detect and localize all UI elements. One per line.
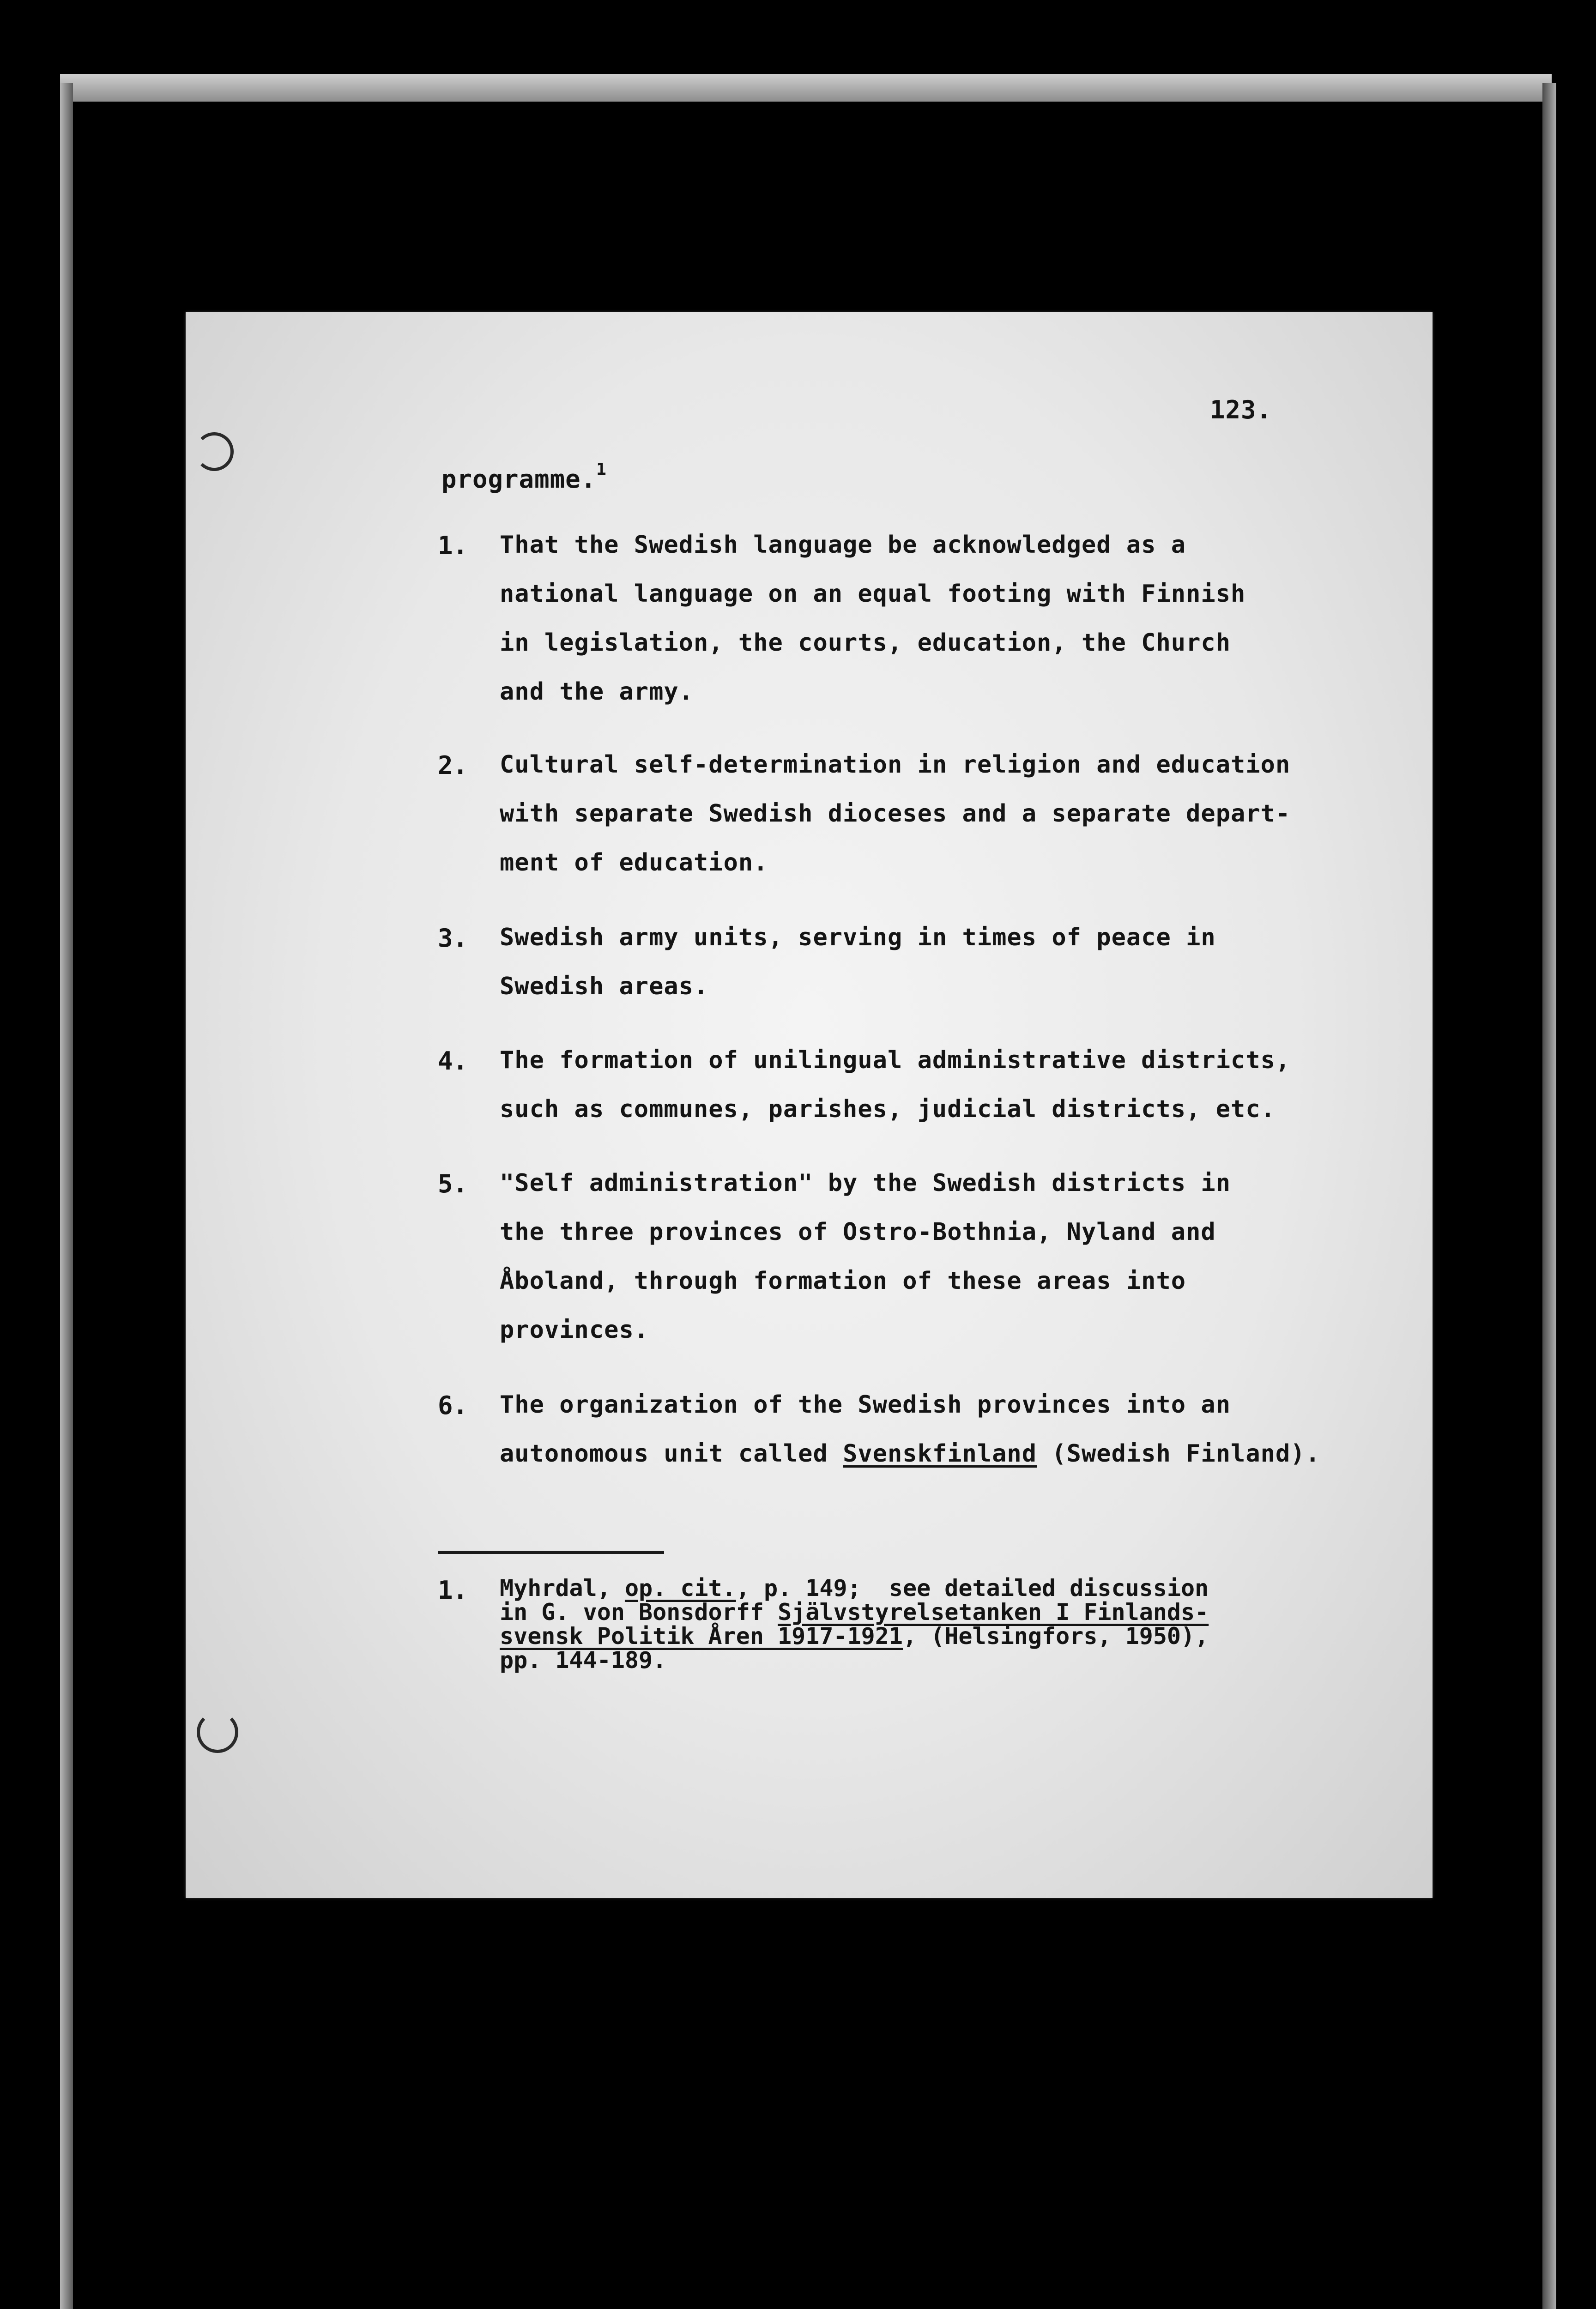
list-item-line: "Self administration" by the Swedish districts in xyxy=(500,1169,1231,1197)
list-item-line: in legislation, the courts, education, the Church xyxy=(500,629,1231,657)
underlined-title: Svenskfinland xyxy=(843,1440,1037,1468)
heading-footnote-ref: 1 xyxy=(596,460,607,479)
list-item-number: 3. xyxy=(438,924,468,953)
footnote-number: 1. xyxy=(438,1576,468,1605)
list-item-line: Swedish areas. xyxy=(500,973,709,1000)
footnote-line: pp. 144-189. xyxy=(500,1647,667,1674)
list-item-line: The formation of unilingual administrative districts, xyxy=(500,1046,1291,1074)
line-text: , p. 149; see detailed discussion xyxy=(736,1575,1209,1602)
line-text: (Swedish Finland). xyxy=(1037,1440,1320,1468)
line-text: Myhrdal, xyxy=(500,1575,625,1602)
list-item-line: the three provinces of Ostro-Bothnia, Nyland and xyxy=(500,1218,1216,1246)
list-item-line: That the Swedish language be acknowledged as a xyxy=(500,531,1186,559)
list-item-number: 5. xyxy=(438,1169,468,1198)
line-text: , (Helsingfors, 1950), xyxy=(902,1623,1209,1650)
list-item-number: 4. xyxy=(438,1046,468,1076)
footnote-divider xyxy=(438,1551,664,1554)
list-item-line: national language on an equal footing with Finnish xyxy=(500,580,1246,608)
film-frame-top xyxy=(60,74,1552,102)
footnote-line xyxy=(500,1601,1209,1624)
page-number: 123. xyxy=(1210,395,1272,424)
list-item-line: Swedish army units, serving in times of peace in xyxy=(500,924,1216,951)
heading-text: programme. xyxy=(441,465,597,494)
underlined-citation: svensk Politik Åren 1917-1921 xyxy=(500,1623,903,1650)
footnote-line xyxy=(500,1625,1209,1648)
film-frame-left xyxy=(60,83,73,2309)
line-text: autonomous unit called xyxy=(500,1440,843,1468)
list-item-number: 2. xyxy=(438,751,468,780)
list-item-line: Cultural self-determination in religion and education xyxy=(500,751,1291,779)
list-item-number: 1. xyxy=(438,531,468,560)
film-frame-right xyxy=(1542,83,1556,2309)
punch-hole-mark-bottom xyxy=(197,1711,238,1753)
list-item-line xyxy=(500,1440,1320,1468)
footnote-line xyxy=(500,1577,1209,1600)
list-item-line: ment of education. xyxy=(500,849,768,876)
list-item-line: with separate Swedish dioceses and a separate depart- xyxy=(500,800,1291,828)
list-item-line: such as communes, parishes, judicial districts, etc. xyxy=(500,1095,1276,1123)
list-item-number: 6. xyxy=(438,1391,468,1420)
list-item-line: The organization of the Swedish provinces into an xyxy=(500,1391,1231,1419)
document-page xyxy=(186,312,1433,1898)
list-item-line: and the army. xyxy=(500,678,694,706)
underlined-citation: Självstyrelsetanken I Finlands- xyxy=(778,1599,1209,1626)
page-heading xyxy=(441,460,607,494)
punch-hole-mark-top xyxy=(195,432,234,471)
list-item-line: provinces. xyxy=(500,1316,649,1344)
underlined-citation: op. cit. xyxy=(624,1575,736,1602)
list-item-line: Åboland, through formation of these areas into xyxy=(500,1267,1186,1295)
line-text: in G. von Bonsdorff xyxy=(500,1599,778,1626)
